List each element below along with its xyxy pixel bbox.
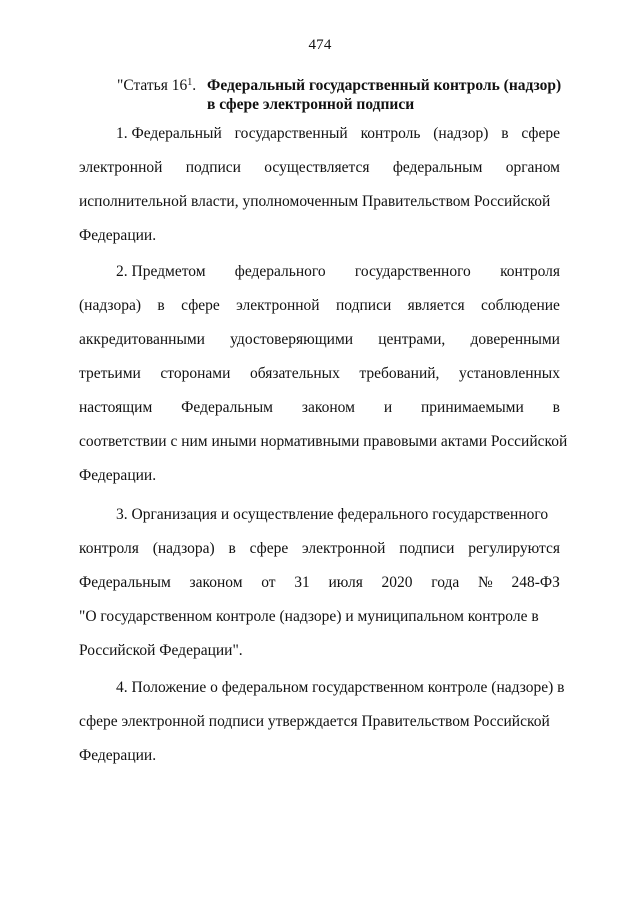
article-label-suffix: . (192, 77, 197, 94)
word: принимаемыми (421, 399, 524, 416)
word: аккредитованными (79, 331, 205, 348)
word: в (228, 540, 236, 557)
word: федерального (234, 263, 326, 280)
word: электронной (302, 540, 386, 557)
word: государственный (234, 125, 348, 142)
page-number: 474 (308, 37, 332, 53)
word: соблюдение (481, 297, 560, 314)
word: в (552, 399, 560, 416)
paragraph-line (79, 566, 560, 600)
paragraph-line (79, 117, 560, 151)
word: в (501, 125, 509, 142)
word: электронной (236, 297, 320, 314)
paragraph-line: соответствии с ним иными нормативными правовыми актами Российской (79, 433, 568, 450)
word: государственного (354, 263, 471, 280)
article-title-line-2: в сфере электронной подписи (207, 96, 415, 113)
article-title-line-1: Федеральный государственный контроль (надзор) (207, 77, 562, 94)
paragraph-line (79, 255, 560, 289)
word: подписи (336, 297, 392, 314)
paragraph-line: Федерации. (79, 747, 157, 764)
word: 248-ФЗ (511, 574, 560, 591)
word: Федеральным (181, 399, 273, 416)
word: федеральным (392, 159, 483, 176)
paragraph-line (79, 289, 560, 323)
word: в (157, 297, 165, 314)
word: органом (505, 159, 560, 176)
word: подписи (185, 159, 241, 176)
word: июля (328, 574, 363, 591)
paragraph-line: Российской Федерации". (79, 642, 243, 659)
word: 31 (294, 574, 310, 591)
word: требований, (359, 365, 440, 382)
word: регулируются (468, 540, 560, 557)
word: от (261, 574, 276, 591)
word: сфере (521, 125, 560, 142)
paragraph-line (79, 357, 560, 391)
word: 1. Федеральный (116, 125, 222, 142)
word: законом (301, 399, 355, 416)
word: центрами, (378, 331, 446, 348)
word: сфере (181, 297, 220, 314)
paragraph-line (79, 532, 560, 566)
paragraph-line: Федерации. (79, 467, 157, 484)
article-heading (117, 73, 587, 114)
paragraph-line: 4. Положение о федеральном государственном контроле (надзоре) в (116, 679, 565, 696)
word: законом (189, 574, 243, 591)
word: и (383, 399, 393, 416)
word: сторонами (160, 365, 231, 382)
word: года (431, 574, 460, 591)
word: 2020 (381, 574, 413, 591)
word: осуществляется (264, 159, 370, 176)
word: (надзор) (433, 125, 489, 142)
word: контроля (500, 263, 560, 280)
paragraph-line (79, 151, 560, 185)
word: (надзора) (79, 297, 141, 314)
paragraph-1 (79, 117, 560, 253)
article-number-superscript: 1 (187, 77, 193, 88)
article-label-text: "Статья 16 (117, 77, 188, 94)
word: установленных (458, 365, 560, 382)
paragraph-4 (79, 671, 565, 773)
paragraph-3 (79, 498, 560, 668)
word: настоящим (79, 399, 153, 416)
paragraph-line: 3. Организация и осуществление федерального государственного (116, 506, 549, 523)
word: сфере (249, 540, 289, 557)
word: (надзора) (152, 540, 215, 557)
paragraph-line: Федерации. (79, 227, 157, 244)
word: подписи (399, 540, 455, 557)
article-label (117, 73, 207, 95)
word: является (407, 297, 465, 314)
paragraph-line (79, 391, 560, 425)
word: удостоверяющими (230, 331, 354, 348)
word: Федеральным (79, 574, 171, 591)
word: доверенными (470, 331, 560, 348)
word: электронной (79, 159, 163, 176)
paragraph-line: "О государственном контроле (надзоре) и муниципальном контроле в (79, 608, 539, 625)
word: контроля (79, 540, 139, 557)
word: обязательных (249, 365, 340, 382)
word: 2. Предметом (116, 263, 206, 280)
word: контроль (360, 125, 421, 142)
paragraph-line: исполнительной власти, уполномоченным Правительством Российской (79, 193, 551, 210)
paragraph-line: сфере электронной подписи утверждается Правительством Российской (79, 713, 550, 730)
word: третьими (79, 365, 141, 382)
word: № (478, 574, 493, 591)
paragraph-2 (79, 255, 568, 493)
paragraph-line (79, 323, 560, 357)
